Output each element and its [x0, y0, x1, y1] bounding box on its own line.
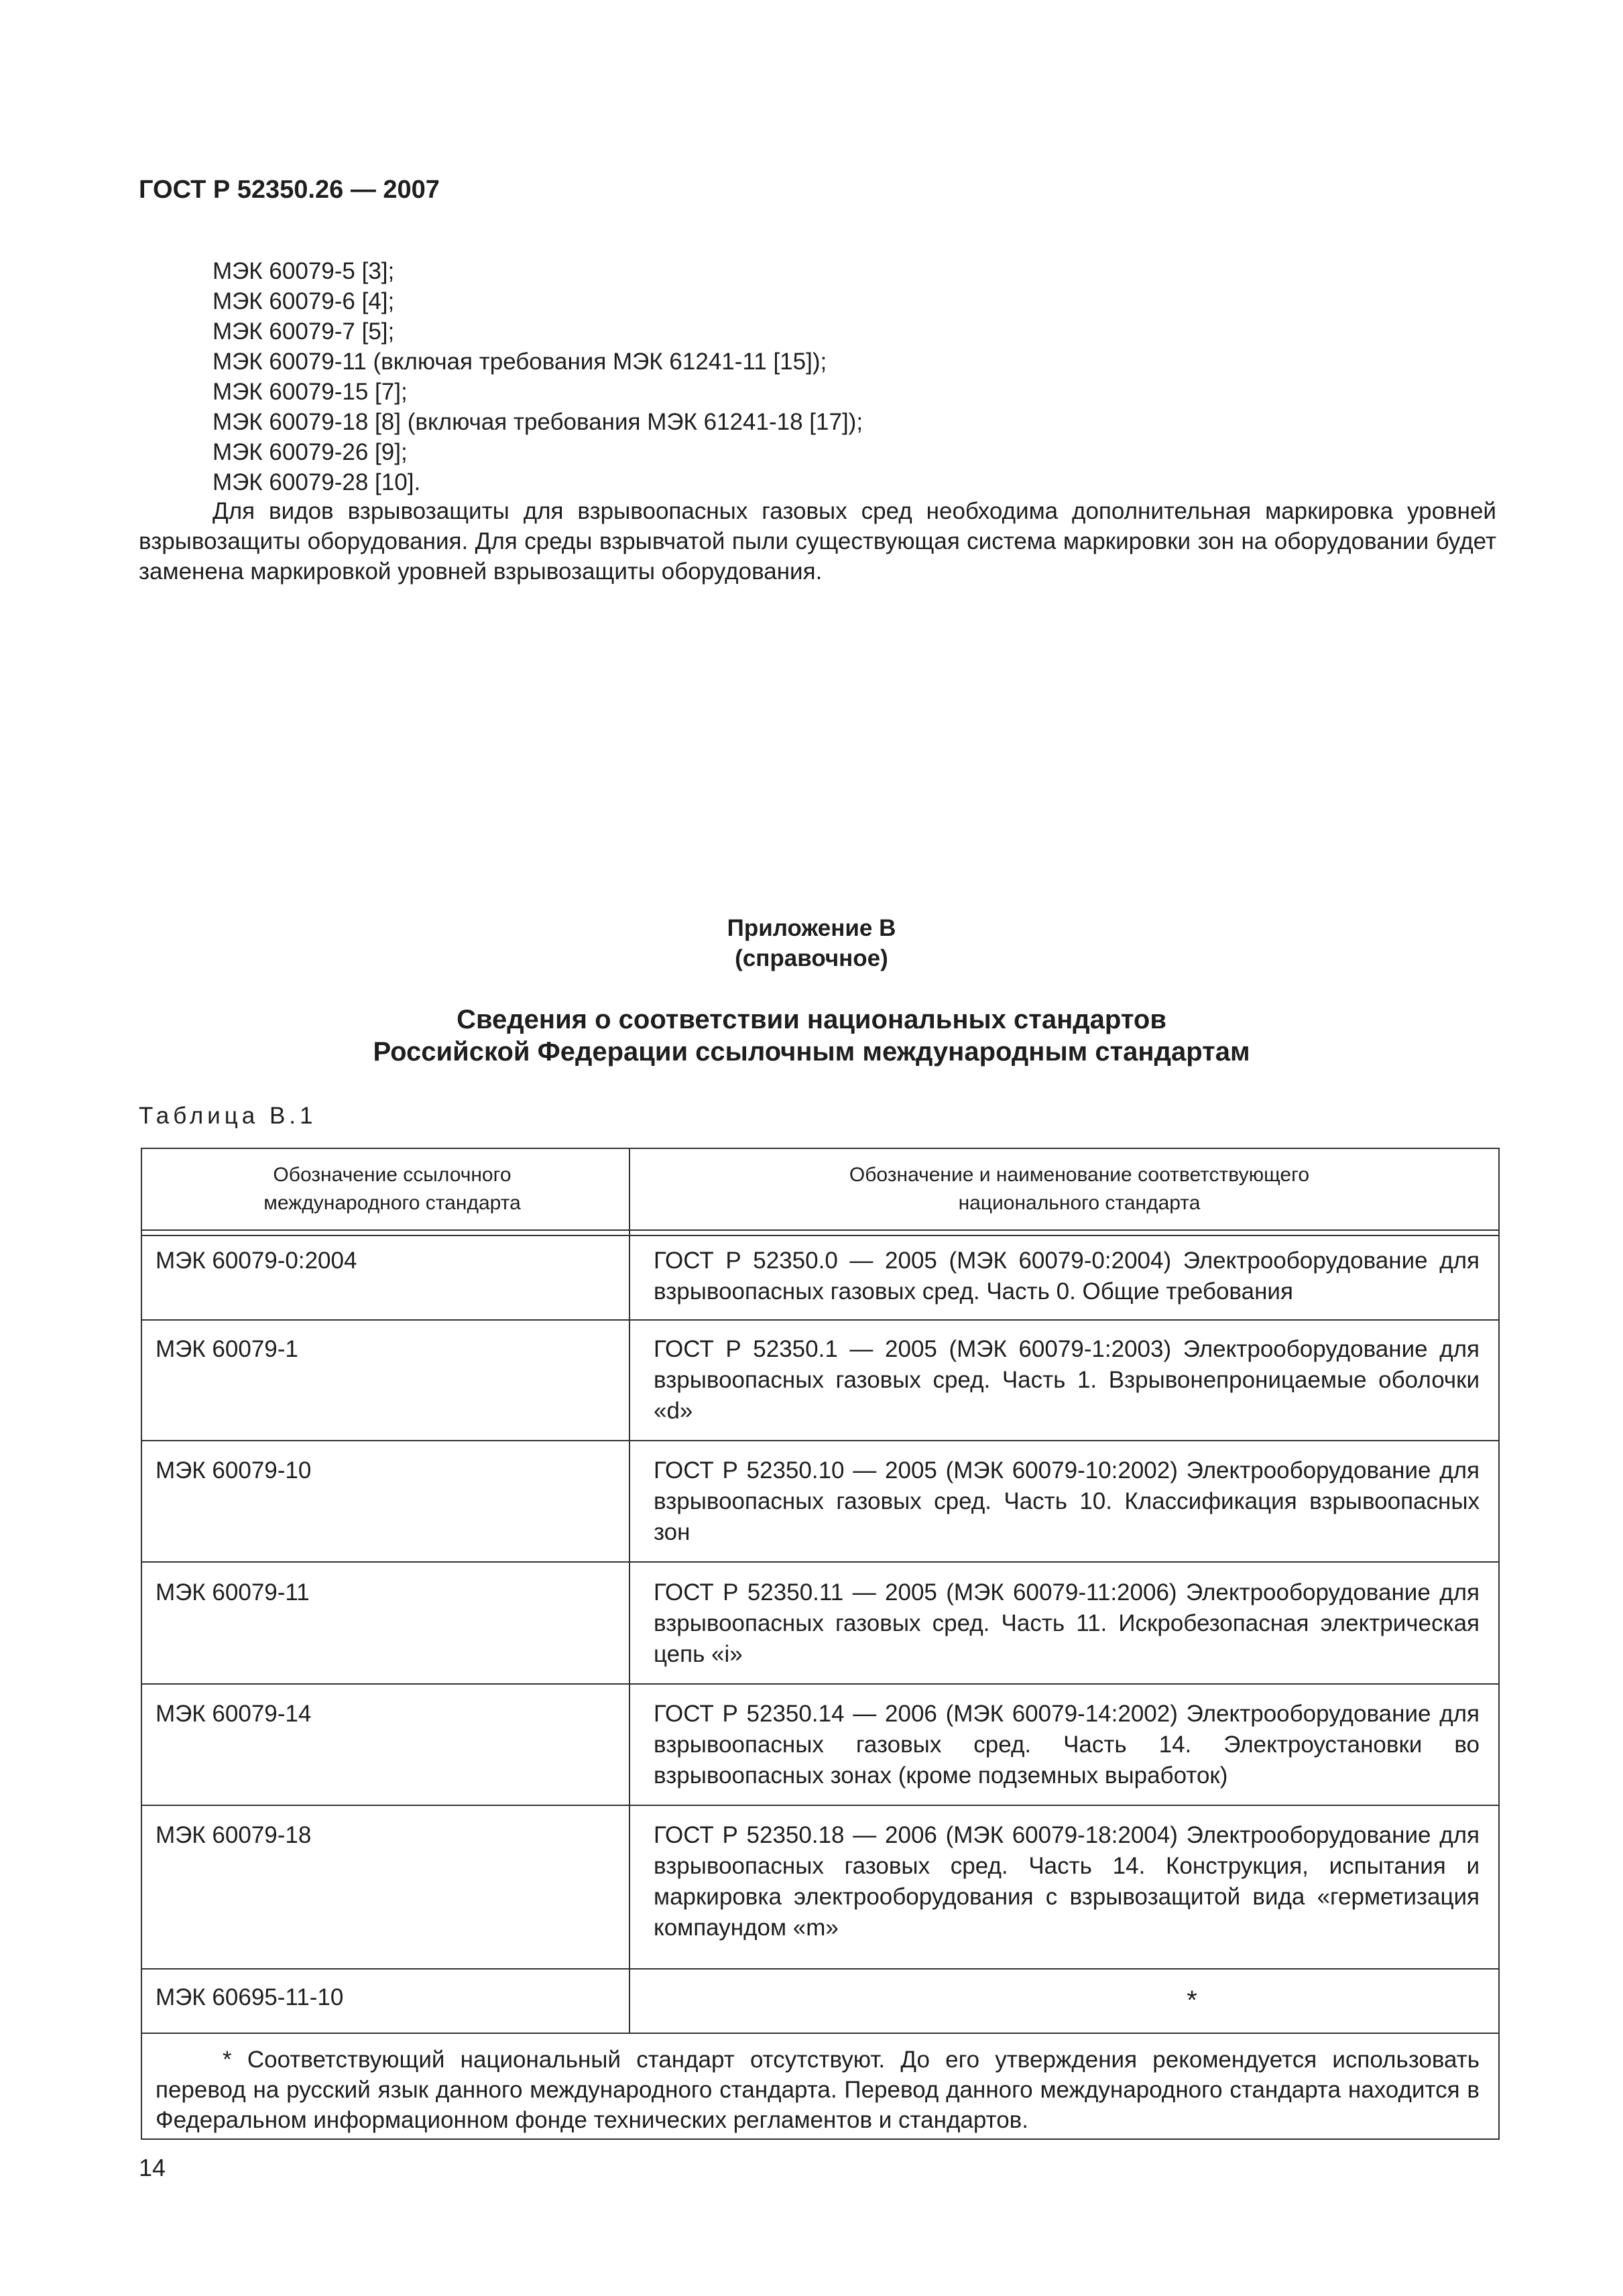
header-divider — [141, 1235, 1498, 1236]
reference-item: МЭК 60079-26 [9]; — [213, 439, 408, 465]
annex-title: Приложение В — [727, 915, 896, 941]
annex-heading-line2: Российской Федерации ссылочным международным стандартам — [373, 1037, 1250, 1067]
page-number: 14 — [139, 2154, 166, 2181]
row-divider — [141, 1683, 1498, 1685]
header-divider — [141, 1229, 1498, 1231]
table-cell-intl: МЭК 60079-18 — [156, 1822, 312, 1848]
row-divider — [141, 1805, 1498, 1806]
standards-table — [141, 1148, 1498, 2138]
reference-item: МЭК 60079-11 (включая требования МЭК 61241-11 [15]); — [213, 349, 827, 375]
table-cell-national: ГОСТ Р 52350.10 — 2005 (МЭК 60079-10:2002) Электрооборудование для взрывоопасных газовых сред. Часть 10. Классификация взрывоопасных зон — [654, 1457, 1480, 1545]
table-label: Таблица В.1 — [139, 1103, 317, 1129]
reference-item: МЭК 60079-15 [7]; — [213, 379, 408, 405]
column-header-national: Обозначение и наименование соответствующего национального стандарта — [849, 1164, 1310, 1214]
table-cell-intl: МЭК 60079-0:2004 — [156, 1248, 357, 1274]
table-cell-national: ГОСТ Р 52350.11 — 2005 (МЭК 60079-11:2006) Электрооборудование для взрывоопасных газовых сред. Часть 11. Искробезопасная электрическая цепь «i» — [654, 1579, 1480, 1667]
annex-heading-line1: Сведения о соответствии национальных стандартов — [457, 1005, 1166, 1034]
footnote-divider — [141, 2033, 1498, 2034]
table-cell-national: * — [1187, 1986, 1197, 2015]
table-cell-national: ГОСТ Р 52350.1 — 2005 (МЭК 60079-1:2003) Электрооборудование для взрывоопасных газовых сред. Часть 1. Взрывонепроницаемые оболочки «d» — [654, 1336, 1480, 1424]
reference-item: МЭК 60079-7 [5]; — [213, 318, 395, 345]
table-cell-intl: МЭК 60079-1 — [156, 1336, 298, 1362]
reference-item: МЭК 60079-6 [4]; — [213, 288, 395, 314]
row-divider — [141, 1440, 1498, 1441]
column-header-international: Обозначение ссылочного международного стандарта — [263, 1164, 521, 1214]
table-cell-intl: МЭК 60079-10 — [156, 1457, 312, 1484]
table-cell-intl: МЭК 60079-11 — [156, 1579, 310, 1606]
reference-item: МЭК 60079-5 [3]; — [213, 258, 395, 284]
row-divider — [141, 1561, 1498, 1563]
reference-item: МЭК 60079-28 [10]. — [213, 469, 421, 495]
table-footnote: * Соответствующий национальный стандарт отсутствуют. До его утверждения рекомендуется использовать перевод на русский язык данного международного стандарта. Перевод данного международного стандарта находится в Федеральном информационном фонде технических регламентов и стандартов. — [156, 2047, 1480, 2133]
table-cell-national: ГОСТ Р 52350.18 — 2006 (МЭК 60079-18:2004) Электрооборудование для взрывоопасных газовых сред. Часть 14. Конструкция, испытания и маркировка электрооборудования с взрывозащитой вида «герметизация компаундом «m» — [654, 1822, 1480, 1941]
table-cell-intl: МЭК 60079-14 — [156, 1701, 312, 1727]
table-cell-national: ГОСТ Р 52350.0 — 2005 (МЭК 60079-0:2004) Электрооборудование для взрывоопасных газовых сред. Часть 0. Общие требования — [654, 1248, 1480, 1305]
row-divider — [141, 1968, 1498, 1970]
reference-item: МЭК 60079-18 [8] (включая требования МЭК 61241-18 [17]); — [213, 409, 863, 435]
annex-type: (справочное) — [735, 945, 888, 971]
document-header: ГОСТ Р 52350.26 — 2007 — [139, 176, 440, 204]
reference-list — [213, 256, 863, 497]
table-cell-intl: МЭК 60695-11-10 — [156, 1984, 344, 2010]
column-divider — [629, 1148, 630, 2033]
body-paragraph: Для видов взрывозащиты для взрывоопасных газовых сред необходима дополнительная маркировка уровней взрывозащиты оборудования. Для среды взрывчатой пыли существующая система маркировки зон на оборудовании будет заменена маркировкой уровней взрывозащиты оборудования. — [139, 498, 1496, 585]
table-cell-national: ГОСТ Р 52350.14 — 2006 (МЭК 60079-14:2002) Электрооборудование для взрывоопасных газовых сред. Часть 14. Электроустановки во взрывоопасных зонах (кроме подземных выработок) — [654, 1701, 1480, 1789]
row-divider — [141, 1319, 1498, 1321]
